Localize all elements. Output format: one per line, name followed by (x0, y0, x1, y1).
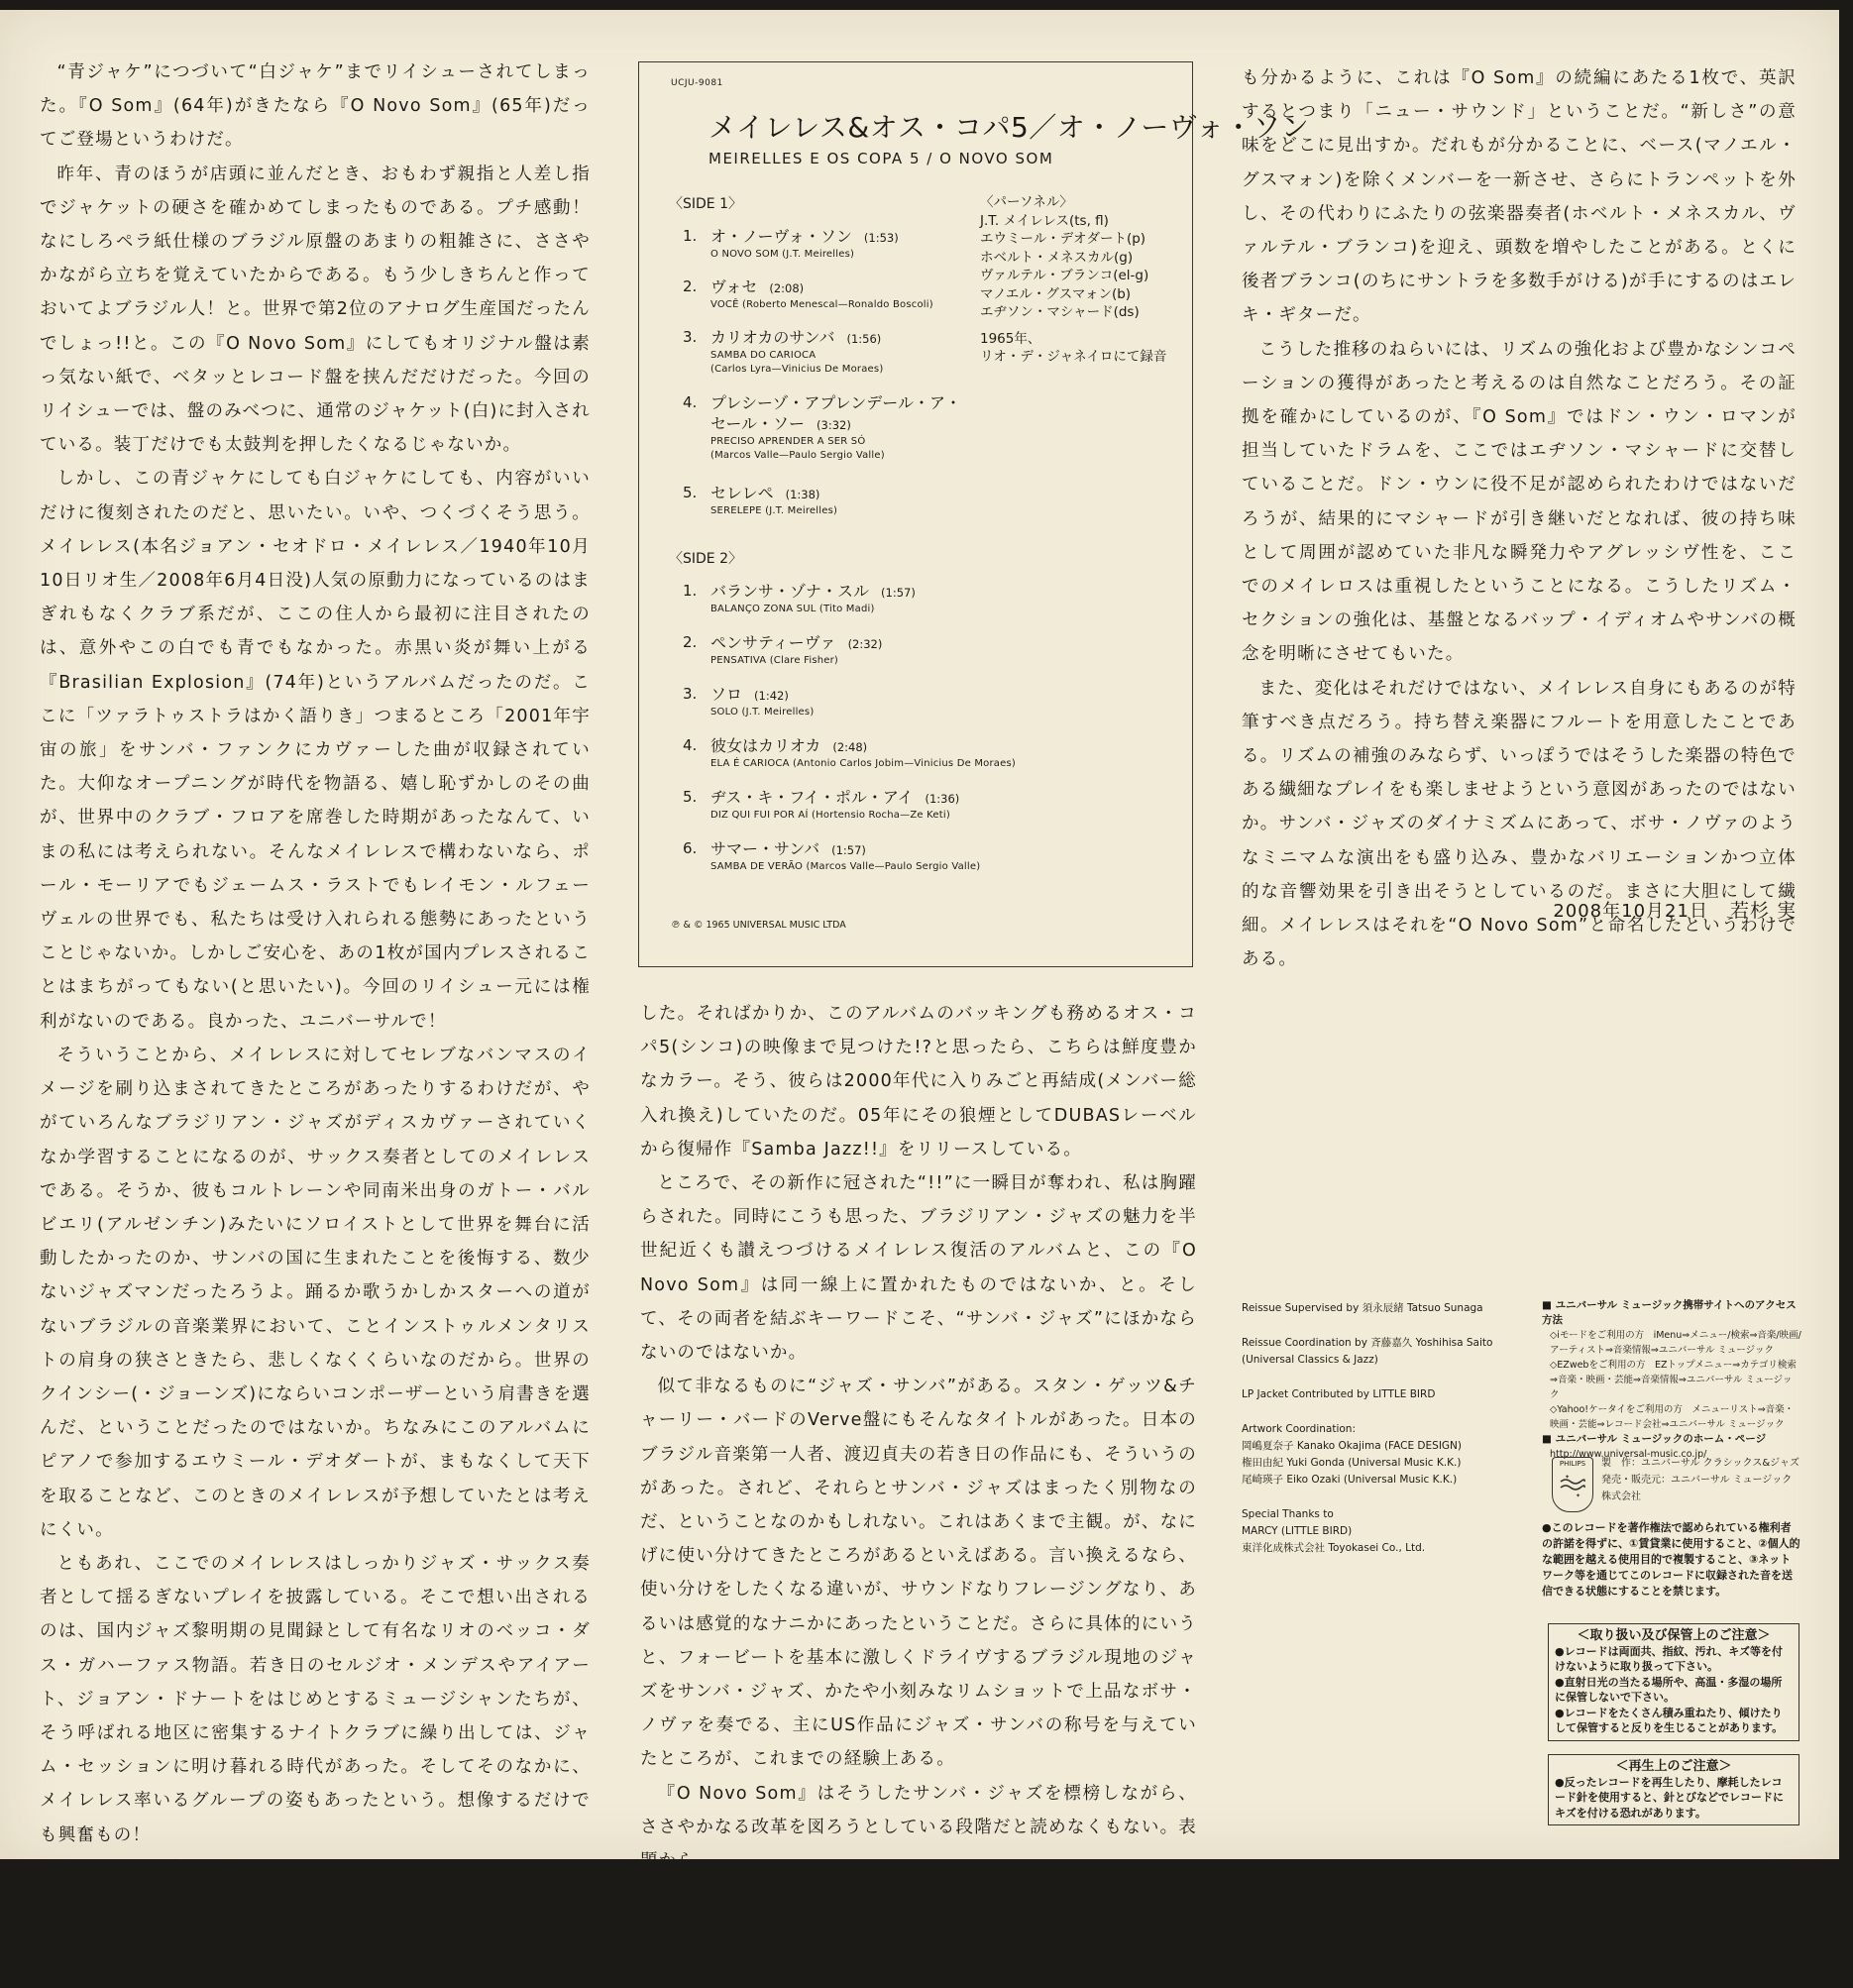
maker-line: 製 作：ユニバーサル クラシックス&ジャズ (1601, 1458, 1799, 1469)
credit-line: Reissue Coordination by 斉藤嘉久 Yoshihisa Saito (1242, 1337, 1493, 1349)
paragraph: ともあれ、ここでのメイレレスはしっかりジャズ・サックス奏者として揺るぎないプレイを披露している。そこで想い出されるのは、国内ジャズ黎明期の見聞録として有名なリオのベッコ・ダス・ガハーファス物語。若き日のセルジオ・メンデスやアイアート、ジョアン・ドナートをはじめとするミュージシャンたちが、そう呼ばれる地区に密集するナイトクラブに繰り出しては、ジャム・セッションに明け暮れる時代があった。そしてそのなかに、メイレレス率いるグループの姿もあったという。想像するだけでも興奮もの！ (40, 1553, 591, 1845)
playback-notice-title: ＜再生上のご注意＞ (1615, 1759, 1732, 1774)
paragraph: 『O Novo Som』はそうしたサンバ・ジャズを標榜しながら、ささやかなる改革を図ろうとしている段階だと読めなくもない。表題から (640, 1783, 1197, 1872)
personnel-label: 〈パーソネル〉 (980, 194, 1073, 210)
credits-block (1242, 1300, 1539, 1575)
philips-logo-icon: PHILIPS ✦ ✦ (1552, 1457, 1593, 1512)
notice-line: ●レコードをたくさん積み重ねたり、傾けたりして保管すると反りを生じることがあります。 (1555, 1706, 1784, 1734)
paragraph: 似て非なるものに“ジャズ・サンバ”がある。スタン・ゲッツ&チャーリー・バードのVerve盤にもそんなタイトルがあった。日本のブラジル音楽第一人者、渡辺貞夫の若き日の作品にも、そういうのがあった。されど、それらとサンバ・ジャズはまったく別物なのだ、ということなのかもしれない。これはあくまで主観。が、なにげに使い分けてきたところがあるといえばある。言い換えるなら、使い分けをしたくなる違いが、サウンドなりフレージングなり、あるいは感覚的なナニかにあったということだ。さらに具体的にいうと、フォービートを基本に激しくドライヴするブラジル現地のジャズをサンバ・ジャズ、かたや小刻みなリムショットで上品なボサ・ノヴァを奏でる、主にUS作品にジャズ・サンバの称号を与えていたところが、これまでの経験上ある。 (640, 1377, 1197, 1770)
personnel-list (980, 193, 1166, 367)
personnel-member: J.T. メイレレス(ts, fl) (980, 212, 1109, 229)
access-heading: ■ ユニバーサル ミュージック携帯サイトへのアクセス方法 (1542, 1299, 1797, 1326)
signature-date: 2008年10月21日 (1553, 901, 1708, 922)
mobile-access-info (1542, 1298, 1801, 1462)
credit-line: Special Thanks to (1242, 1508, 1334, 1520)
paragraph: こうした推移のねらいには、リズムの強化および豊かなシンコペーションの獲得があったと考えるのは自然なことだろう。その証拠を確かにしているのが、『O Som』ではドン・ウン・ロマンが担当していたドラムを、ここではエヂソン・マシャードに交替していることだ。ドン・ウンに役不足が認められたわけではないだろうが、結果的にマシャードが引き継いだとなれば、彼の持ち味として周囲が認めていた非凡な瞬発力やアグレッシヴ性を、ここでのメイレロスは重視したということになる。こうしたリズム・セクションの強化は、基盤となるバップ・イディオムやサンバの概念を明晰にさせてもいた。 (1242, 339, 1797, 665)
credit-line: LP Jacket Contributed by LITTLE BIRD (1242, 1388, 1436, 1400)
album-title-en: MEIRELLES E OS COPA 5 / O NOVO SOM (708, 150, 1054, 167)
credit-line: 権田由紀 Yuki Gonda (Universal Music K.K.) (1242, 1457, 1462, 1469)
credit-line: 東洋化成株式会社 Toyokasei Co., Ltd. (1242, 1542, 1426, 1554)
paragraph: ところで、その新作に冠された“!!”に一瞬目が奪われ、私は胸躍らされた。同時にこうも思った、ブラジリアン・ジャズの魅力を半世紀近くも讃えつづけるメイレレス復活のアルバムと、この『O Novo Som』は同一線上に置かれたものではないか、と。そして、その両者を結ぶキーワードこそ、“サンバ・ジャズ”にほかならないのではないか。 (640, 1173, 1197, 1364)
personnel-member: マノエル・グスマォン(b) (980, 285, 1132, 302)
liner-notes-right-column (1242, 61, 1797, 976)
maker-line: 発売・販売元：ユニバーサル ミュージック株式会社 (1601, 1475, 1793, 1502)
paragraph: も分かるように、これは『O Som』の続編にあたる1枚で、英訳するとつまり「ニュー・サウンド」ということだ。“新しさ”の意味をどこに見出すか。だれもが分かることに、ベース(マノエル・グスマォン)を除くメンバーを一新させ、さらにトランペットを外し、その代わりにふたりの弦楽器奏者(ホベルト・メネスカル、ヴァルテル・ブランコ)を迎え、頭数を増やしたことがある。とくに後者ブランコ(のちにサントラを多数手がける)が手にするのはエレキ・ギターだ。 (1242, 68, 1797, 326)
notice-line: ●レコードは両面共、指紋、汚れ、キズ等を付けないように取り扱って下さい。 (1555, 1644, 1784, 1673)
svg-text:✦: ✦ (1576, 1492, 1581, 1499)
credit-line: (Universal Classics & Jazz) (1242, 1354, 1378, 1366)
notice-line: ●直射日光の当たる場所や、高温・多湿の場所に保管しないで下さい。 (1555, 1675, 1783, 1704)
copyright-line: ℗ & © 1965 UNIVERSAL MUSIC LTDA (671, 920, 846, 931)
personnel-member: ヴァルテル・ブランコ(el-g) (980, 268, 1149, 283)
personnel-member: ホベルト・メネスカル(g) (980, 249, 1134, 266)
credit-line: MARCY (LITTLE BIRD) (1242, 1525, 1353, 1537)
handling-notice-title: ＜取り扱い及び保管上のご注意＞ (1577, 1628, 1771, 1643)
svg-text:✦: ✦ (1565, 1474, 1571, 1481)
access-item: ◇EZwebをご利用の方 EZトップメニュー⇒カテゴリ検索⇒音楽・映画・芸能⇒音楽情報⇒ユニバーサル ミュージック (1550, 1360, 1797, 1400)
side-2-label: 〈SIDE 2〉 (669, 551, 742, 567)
personnel-member: エヂソン・マシャード(ds) (980, 304, 1140, 320)
paragraph: また、変化はそれだけではない、メイレレス自身にもあるのが特筆すべき点だろう。持ち替え楽器にフルートを用意したことである。リズムの補強のみならず、いっぽうではそうした楽器の特色である繊細なプレイをも楽しませようという意図があったのではないか。サンバ・ジャズのダイナミズムにあって、ボサ・ノヴァのようなミニマムな演出をも盛り込み、豊かなバリエーションかつ立体的な音響効果を引き出そうとしているのだ。まさに大胆にして繊細。メイレレスはそれを“O Novo Som”と命名したというわけである。 (1242, 678, 1797, 970)
liner-notes-left-column (40, 55, 591, 1988)
homepage-url[interactable]: http://www.universal-music.co.jp/ (1550, 1449, 1707, 1460)
credit-line: 岡嶋夏奈子 Kanako Okajima (FACE DESIGN) (1242, 1440, 1463, 1452)
paragraph: もちろんキー打ちしましたとも、なにかあるかしらん、と。そしたらめでたくもYouTubeをヒット！ 黒人ジャズ・ピアニスト、ドン・サルヴァドールのトリオをバックにフルート演奏するモノクロを発見 (40, 1858, 591, 1981)
signature-author: 若杉 実 (1729, 900, 1797, 922)
credit-line: 尾崎瑛子 Eiko Ozaki (Universal Music K.K.) (1242, 1474, 1458, 1486)
paragraph: しかし、この青ジャケにしても白ジャケにしても、内容がいいだけに復刻されたのだと、思いたい。いや、つくづくそう思う。メイレレス(本名ジョアン・セオドロ・メイレレス／1940年10月10日リオ生／2008年6月4日没)人気の原動力になっているのはまぎれもなくクラブ系だが、ここの住人から最初に注目されたのは、意外やこの白でも青でもなかった。赤黒い炎が舞い上がる『Brasilian Explosion』(74年)というアルバムだったのだ。ここに「ツァラトゥストラはかく語りき」つまるところ「2001年宇宙の旅」をサンバ・ファンクにカヴァーした曲が収録されていた。大仰なオープニングが時代を物語る、嬉し恥ずかしのその曲が、世界中のクラブ・フロアを席巻した時期があったなんて、いまの私には考えられない。そんなメイレレスで構わないなら、ポール・モーリアでもジェームス・ラストでもレイモン・ルフェーヴェルの世界でも、私たちは受け入れられる態勢にあったということじゃないか。しかしご安心を、あの1枚が国内プレスされることはまちがってもない(と思いたい)。今回のリイシュー元には権利がないのである。良かった、ユニバーサルで！ (40, 469, 591, 1032)
paragraph: 昨年、青のほうが店頭に並んだとき、おもわず親指と人差し指でジャケットの硬さを確かめてしまったものである。プチ感動！ なにしろペラ紙仕様のブラジル原盤のあまりの粗雑さに、ささやかながら立ちを覚えていたからである。もう少しきちんと作っておいてよブラジル人！と。世界で第2位のアナログ生産国だったんでしょっ!!と。この『O Novo Som』にしてもオリジナル盤は素っ気ない紙で、ベタッとレコード盤を挟んだだけだった。今回のリイシューでは、盤のみべつに、通常のジャケット(白)に封入されている。装丁だけでも太鼓判を押したくなるじゃないか。 (40, 164, 591, 456)
tracklist-box: UCJU-9081 メイレレス&オス・コパ5／オ・ノーヴォ・ソン MEIRELLES E OS COPA 5 / O NOVO SOM 〈SIDE 1〉 1. オ・ノーヴォ・ソン (1:53) O NOVO SOM (J.T. Meirelles) 2. ヴォセ (2:08) VOCÊ (Roberto Menescal—Ronaldo Boscoli) 3. カリオカのサンバ (1:56) SAMBA DO CARIOCA (Carlos Lyra—Vinicius De Moraes) 4. プレシーゾ・アプレンデール・ア・ セール・ソー (3:32) PRECISO APRENDER A SER SÓ (Marcos Valle—Paulo Sergio Valle) 5. セレレペ (1:38) SERELEPE (J.T. Meirelles) 〈SIDE 2〉 1. バランサ・ゾナ・スル (1:57) BALANÇO ZONA SUL (Tito Madi) 2. ペンサティーヴァ (2:32) PENSATIVA (Clare Fisher) 3. ソロ (1:42) SOLO (J.T. Meirelles) 4. 彼女はカリオカ (2:48) ELA É CARIOCA (Antonio Carlos Jobim—Vinicius De Moraes) 5. ヂス・キ・フイ・ポル・アイ (1:36) DIZ QUI FUI POR AÍ (Hortensio Rocha—Ze Keti) 6. サマー・サンバ (1:57) SAMBA DE VERÃO (Marcos Valle—Paulo Sergio Valle) 〈パーソネル〉 J.T. メイレレス(ts, fl) エウミール・デオダート(p) ホベルト・メネスカル(g) ヴァルテル・ブランコ(el-g) マノエル・グスマォン(b) エヂソン・マシャード(ds) 1965年、 リオ・デ・ジャネイロにて録音 ℗ & © 1965 UNIVERSAL MUSIC LTDA (638, 61, 1193, 967)
liner-notes-middle-column (640, 997, 1197, 1878)
album-title-jp: メイレレス&オス・コパ5／オ・ノーヴォ・ソン (708, 111, 1310, 144)
credit-line: Artwork Coordination: (1242, 1423, 1356, 1435)
paragraph: そういうことから、メイレレスに対してセレブなバンマスのイメージを刷り込まされてきたところがあったりするわけだが、やがていろんなブラジリアン・ジャズがディスカヴァーされていくなか学習することになるのが、サックス奏者としてのメイレレスである。そうか、彼もコルトレーンや同南米出身のガトー・バルビエリ(アルゼンチン)みたいにソロイストとして世界を舞台に活動したかったのか、サンバの国に生まれたことを後悔する、数少ないジャズマンだったろうよ。踊るか歌うかしかスターへの道がないブラジルの音楽業界において、ことインストゥルメンタリストの肩身の狭さときたら、悲しくなくくらいなのだから。世界のクインシー(・ジョーンズ)にならいコンポーザーという肩書きを選んだ、ということだったのではないか。ちなみにこのアルバムにピアノで参加するエウミール・デオダートが、まもなくして天下を取ることなど、このときのメイレレスが予想していたとは考えにくい。 (40, 1045, 591, 1540)
recording-info: 1965年、 (980, 330, 1041, 347)
recording-info: リオ・デ・ジャネイロにて録音 (980, 349, 1167, 365)
liner-notes-sheet (0, 10, 1839, 1981)
credit-line: Reissue Supervised by 須永辰緒 Tatsuo Sunaga (1242, 1302, 1483, 1314)
homepage-heading: ■ ユニバーサル ミュージックのホーム・ページ (1542, 1433, 1767, 1445)
personnel-member: エウミール・デオダート(p) (980, 231, 1146, 247)
handling-notice-box (1548, 1623, 1799, 1741)
access-item: ◇Yahoo!ケータイをご利用の方 メニューリスト⇒音楽・映画・芸能⇒レコード会社⇒ユニバーサル ミュージック (1550, 1404, 1795, 1430)
side-1-label: 〈SIDE 1〉 (669, 196, 742, 212)
notice-line: ●反ったレコードを再生したり、摩耗したレコード針を使用すると、針とびなどでレコードにキズを付ける恐れがあります。 (1555, 1775, 1784, 1820)
playback-notice-box (1548, 1754, 1799, 1825)
catalog-number: UCJU-9081 (671, 78, 723, 88)
access-item: ◇iモードをご利用の方 iMenu⇒メニュー/検索⇒音楽/映画/アーティスト⇒音楽情報⇒ユニバーサル ミュージック (1550, 1330, 1801, 1356)
paragraph: “青ジャケ”につづいて“白ジャケ”までリイシューされてしまった。『O Som』(64年)がきたなら『O Novo Som』(65年)だってご登場というわけだ。 (40, 62, 591, 151)
paragraph: した。そればかりか、このアルバムのバッキングも務めるオス・コパ5(シンコ)の映像まで見つけた!?と思ったら、こちらは鮮度豊かなカラー。そう、彼らは2000年代に入りみごと再結成(メンバー総入れ換え)していたのだ。05年にその狼煙としてDUBASレーベルから復帰作『Samba Jazz!!』をリリースしている。 (640, 1004, 1197, 1160)
copyright-notice: ●このレコードを著作権法で認められている権利者の許諾を得ずに、①賃貸業に使用すること、②個人的な範囲を越える使用目的で複製すること、③ネットワーク等を通じてこのレコードに収録された音を送信できる状態にすることを禁じます。 (1542, 1521, 1800, 1598)
signature (1242, 896, 1797, 923)
